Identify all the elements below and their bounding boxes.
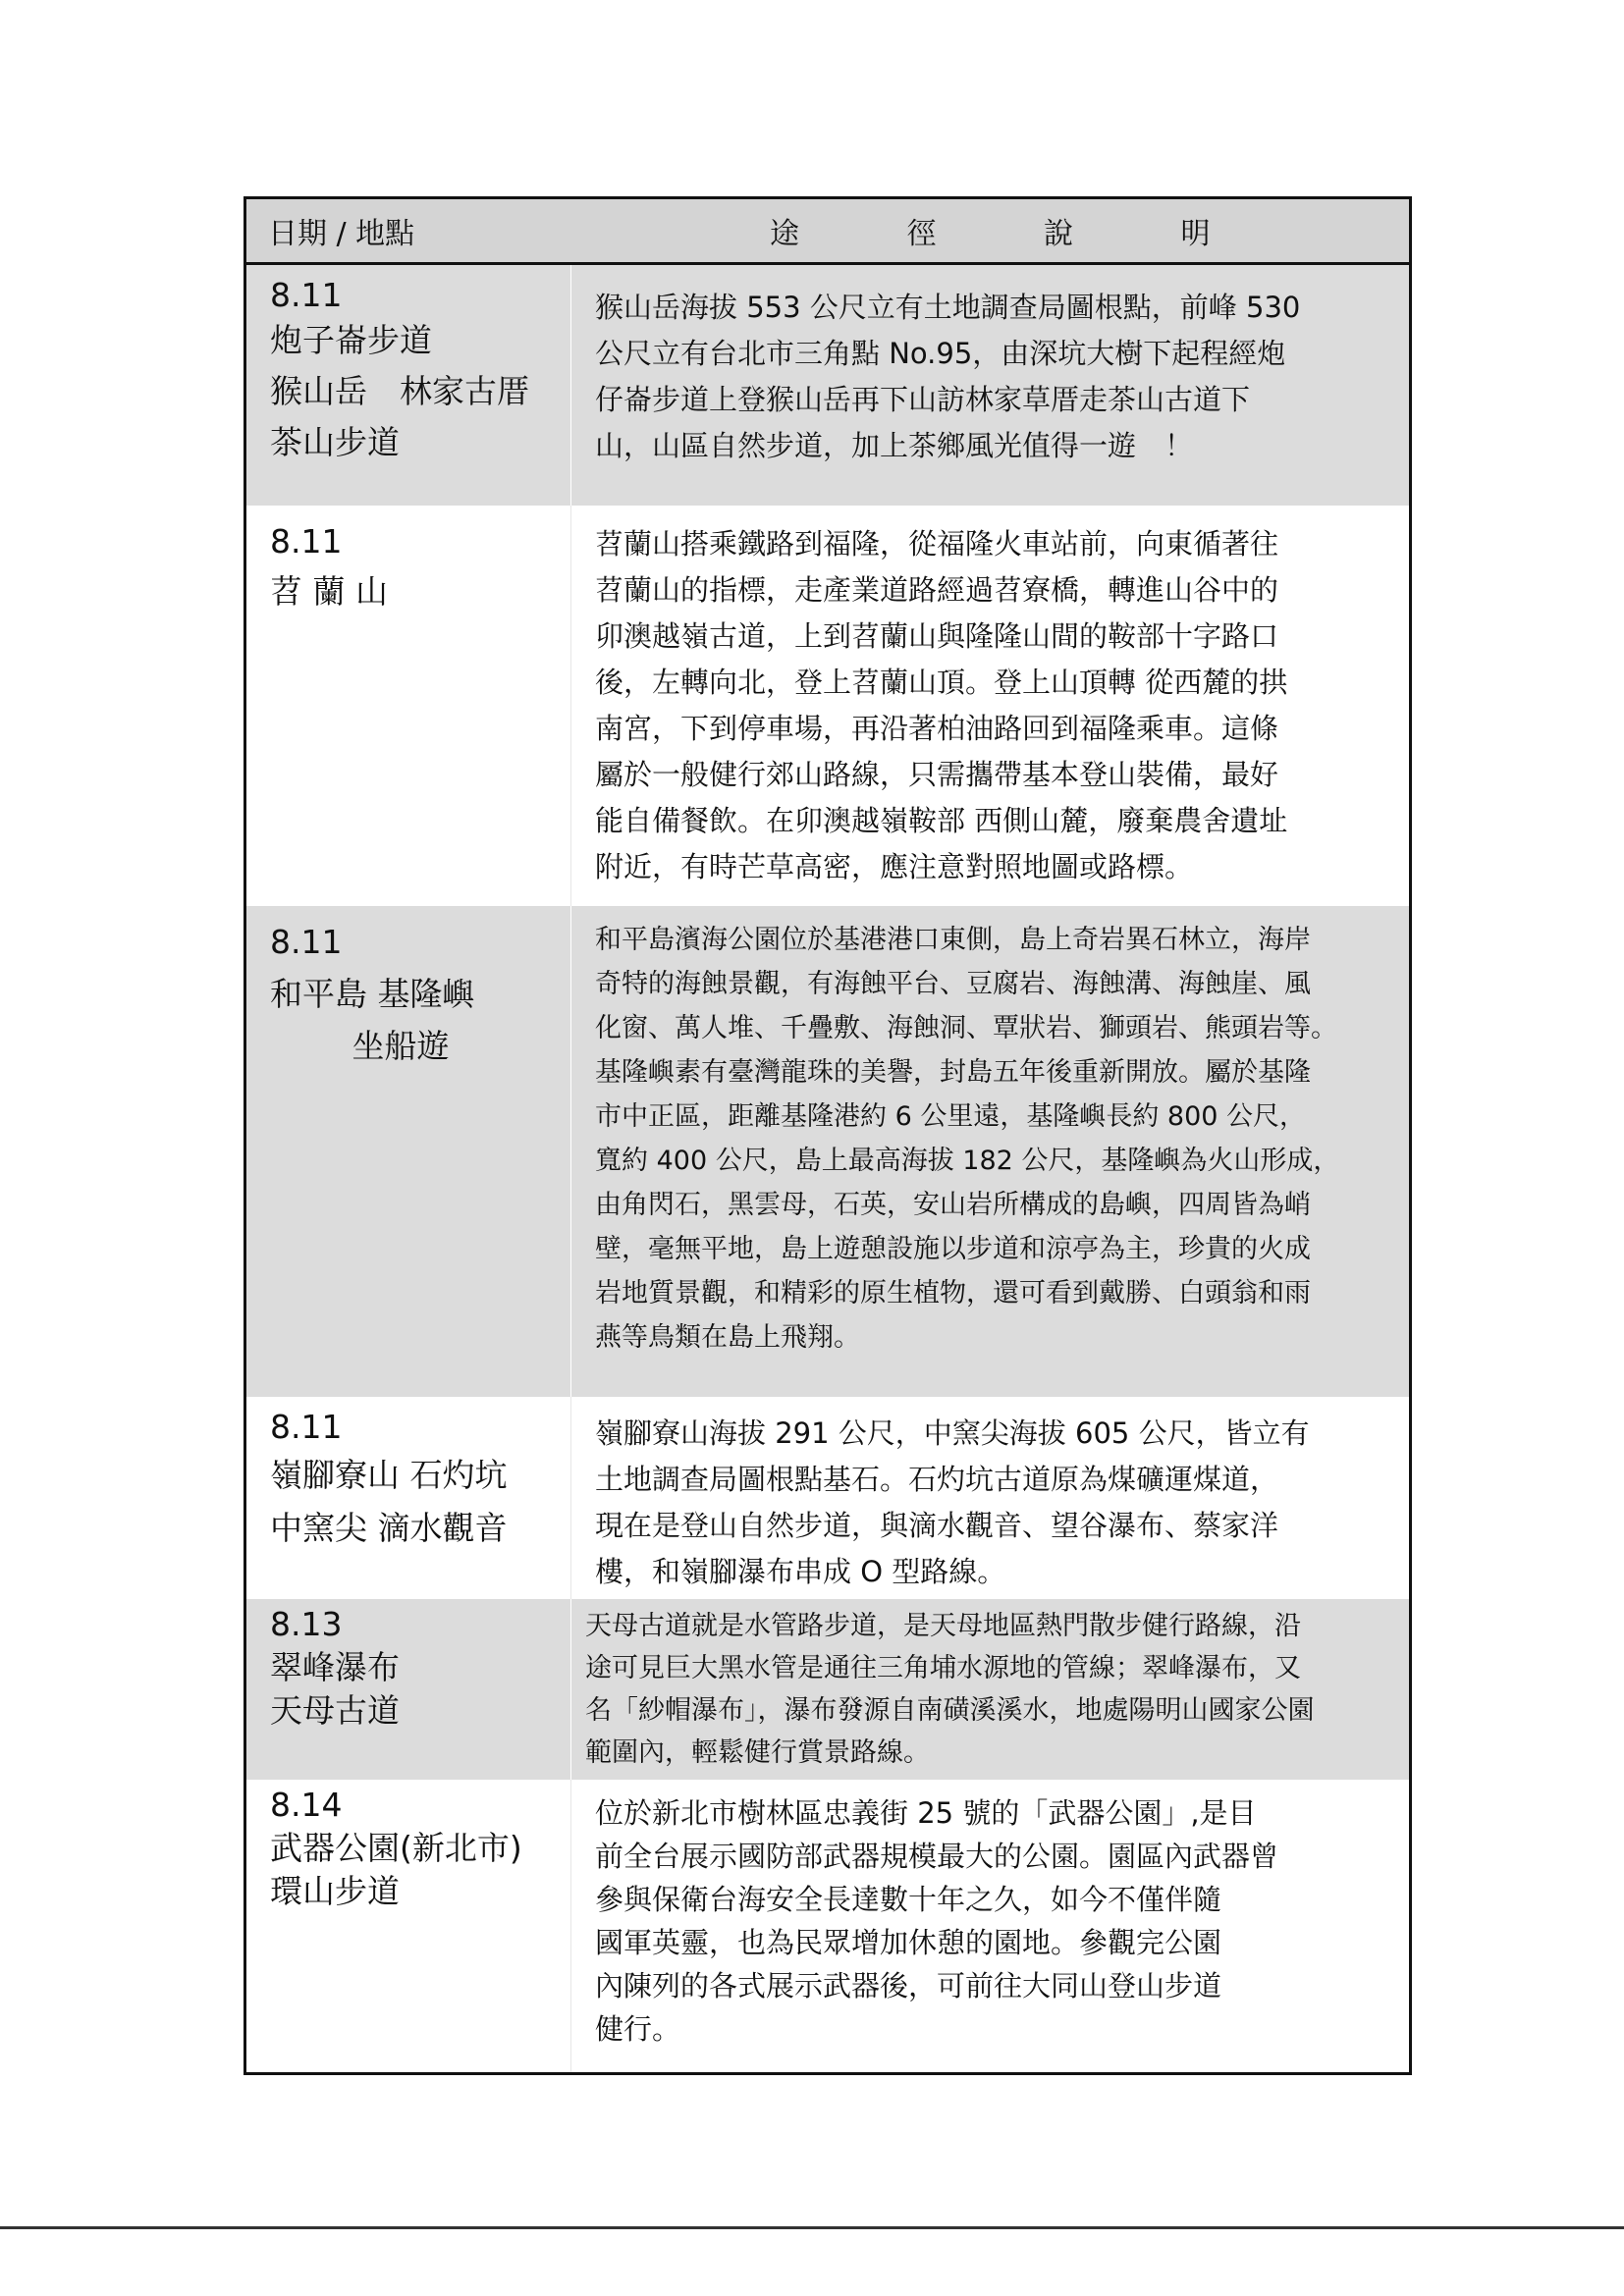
table-row: [245, 1780, 1411, 2074]
row-location-line: 苕 蘭 山: [270, 571, 388, 611]
header-route-description: 途 徑 說 明: [571, 198, 1411, 264]
table-row: [245, 906, 1411, 1397]
table-row: [245, 506, 1411, 906]
footer-rule: [0, 2226, 1624, 2229]
route-description-cell: [571, 906, 1411, 1397]
description-line: 範圍內，輕鬆健行賞景路線。: [585, 1736, 930, 1768]
description-line: 南宮，下到停車場，再沿著柏油路回到福隆乘車。這條: [595, 711, 1279, 745]
description-line: 天母古道就是水管路步道，是天母地區熱門散步健行路線，沿: [585, 1610, 1301, 1641]
description-line: 國軍英靈，也為民眾增加休憩的園地。參觀完公園: [595, 1925, 1222, 1959]
row-date: 8.11: [270, 1407, 343, 1446]
description-line: 岩地質景觀，和精彩的原生植物，還可看到戴勝、白頭翁和雨: [595, 1277, 1311, 1308]
description-line: 參與保衛台海安全長達數十年之久，如今不僅伴隨: [595, 1882, 1222, 1916]
description-line: 健行。: [595, 2011, 681, 2046]
date-location-cell: [245, 1397, 571, 1599]
row-location-line: 嶺腳寮山 石灼坑: [270, 1455, 508, 1494]
description-line: 能自備餐飲。在卯澳越嶺鞍部 西側山麓，廢棄農舍遺址: [595, 803, 1288, 837]
row-date: 8.11: [270, 521, 343, 561]
description-line: 嶺腳寮山海拔 291 公尺，中窯尖海拔 605 公尺，皆立有: [595, 1415, 1310, 1450]
row-date: 8.13: [270, 1604, 343, 1643]
date-location-cell: [245, 264, 571, 506]
description-line: 名「紗帽瀑布」，瀑布發源自南磺溪溪水，地處陽明山國家公園: [585, 1694, 1315, 1726]
date-location-cell: [245, 1599, 571, 1780]
row-location-line: 炮子崙步道: [270, 321, 432, 359]
row-location-line: 天母古道: [270, 1690, 400, 1730]
route-description-cell: [571, 1780, 1411, 2074]
description-line: 前全台展示國防部武器規模最大的公園。園區內武器曾: [595, 1839, 1279, 1873]
date-location-cell: [245, 906, 571, 1397]
row-location-line: 中窯尖 滴水觀音: [270, 1508, 508, 1547]
description-line: 寬約 400 公尺，島上最高海拔 182 公尺，基隆嶼為火山形成，: [595, 1145, 1340, 1176]
route-description-cell: [571, 1599, 1411, 1780]
table-row: [245, 1599, 1411, 1780]
row-date: 8.11: [270, 922, 343, 961]
row-location-line: 猴山岳 林家古厝: [270, 372, 529, 410]
description-line: 附近，有時芒草高密，應注意對照地圖或路標。: [595, 849, 1194, 883]
description-line: 基隆嶼素有臺灣龍珠的美譽，封島五年後重新開放。屬於基隆: [595, 1056, 1311, 1088]
row-date: 8.11: [270, 276, 343, 314]
description-line: 由角閃石，黑雲母，石英，安山岩所構成的島嶼，四周皆為峭: [595, 1189, 1311, 1220]
header-date-location: 日期 / 地點: [245, 198, 571, 264]
description-line: 位於新北市樹林區忠義街 25 號的「武器公園」,是目: [595, 1795, 1257, 1830]
description-line: 山，山區自然步道，加上茶鄉風光值得一遊 ！: [595, 429, 1194, 462]
description-line: 猴山岳海拔 553 公尺立有土地調查局圖根點，前峰 530: [595, 291, 1301, 324]
description-line: 屬於一般健行郊山路線，只需攜帶基本登山裝備，最好: [595, 757, 1279, 791]
row-location-line: 武器公園(新北市): [270, 1828, 522, 1867]
description-line: 土地調查局圖根點基石。石灼坑古道原為煤礦運煤道，: [595, 1462, 1279, 1496]
row-date: 8.14: [270, 1785, 343, 1824]
date-location-cell: [245, 506, 571, 906]
row-location-line: 和平島 基隆嶼: [270, 974, 475, 1013]
description-line: 化窗、萬人堆、千疊敷、海蝕洞、覃狀岩、獅頭岩、熊頭岩等。: [595, 1012, 1337, 1043]
row-location-line: 坐船遊: [309, 1026, 450, 1065]
description-line: 現在是登山自然步道，與滴水觀音、望谷瀑布、蔡家洋: [595, 1508, 1279, 1542]
row-location-line: 翠峰瀑布: [270, 1647, 400, 1686]
description-line: 卯澳越嶺古道，上到苕蘭山與隆隆山間的鞍部十字路口: [595, 618, 1279, 653]
description-line: 仔崙步道上登猴山岳再下山訪林家草厝走茶山古道下: [595, 383, 1251, 416]
row-location-line: 茶山步道: [270, 423, 400, 461]
description-line: 苕蘭山搭乘鐵路到福隆，從福隆火車站前，向東循著往: [595, 526, 1279, 561]
table-header-row: [245, 198, 1411, 264]
description-line: 和平島濱海公園位於基港港口東側，島上奇岩異石林立，海岸: [595, 924, 1311, 955]
description-line: 樓，和嶺腳瀑布串成 O 型路線。: [595, 1554, 1006, 1588]
description-line: 奇特的海蝕景觀，有海蝕平台、豆腐岩、海蝕溝、海蝕崖、風: [595, 968, 1311, 999]
description-line: 燕等鳥類在島上飛翔。: [595, 1321, 860, 1353]
description-line: 苕蘭山的指標，走產業道路經過苕寮橋，轉進山谷中的: [595, 572, 1279, 607]
route-description-cell: [571, 506, 1411, 906]
description-line: 市中正區，距離基隆港約 6 公里遠，基隆嶼長約 800 公尺，: [595, 1100, 1307, 1132]
date-location-cell: [245, 1780, 571, 2074]
table-row: [245, 1397, 1411, 1599]
description-line: 途可見巨大黑水管是通往三角埔水源地的管線；翠峰瀑布，又: [585, 1652, 1301, 1683]
description-line: 壁，毫無平地，島上遊憩設施以步道和涼亭為主，珍貴的火成: [595, 1233, 1311, 1264]
description-line: 公尺立有台北市三角點 No.95，由深坑大樹下起程經炮: [595, 337, 1286, 370]
table-row: [245, 264, 1411, 506]
description-line: 後，左轉向北，登上苕蘭山頂。登上山頂轉 從西麓的拱: [595, 665, 1288, 699]
row-location-line: 環山步道: [270, 1871, 400, 1910]
itinerary-table: [244, 196, 1412, 2075]
description-line: 內陳列的各式展示武器後，可前往大同山登山步道: [595, 1968, 1222, 2002]
route-description-cell: [571, 1397, 1411, 1599]
route-description-cell: [571, 264, 1411, 506]
